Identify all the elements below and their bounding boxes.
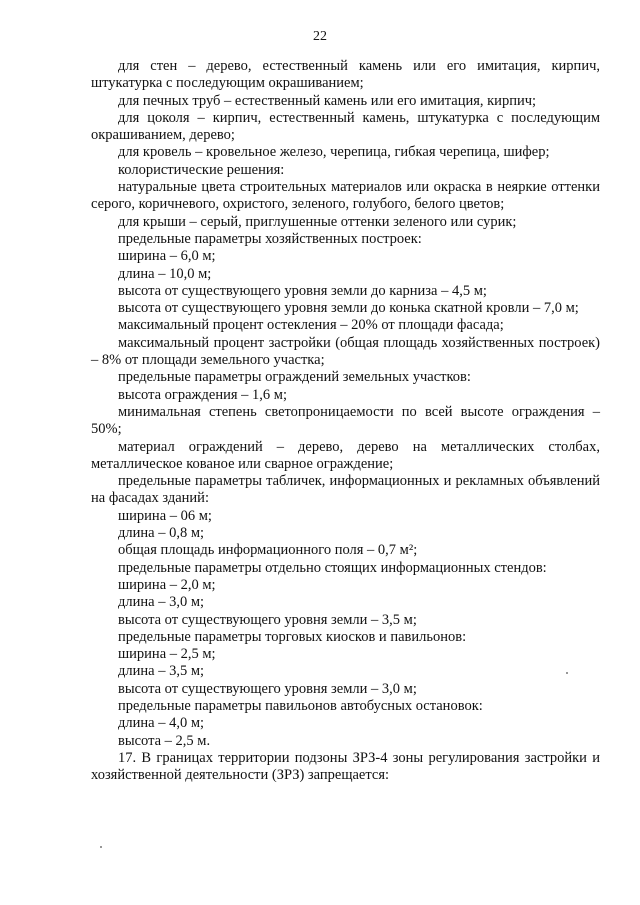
- scan-speck: [100, 846, 102, 848]
- paragraph: высота – 2,5 м.: [118, 732, 211, 749]
- paragraph: максимальный процент остекления – 20% от площади фасада;: [118, 317, 504, 334]
- paragraph: ширина – 06 м;: [118, 507, 212, 524]
- paragraph: ширина – 2,0 м;: [118, 576, 216, 593]
- paragraph: длина – 4,0 м;: [118, 715, 205, 732]
- paragraph: для цоколя – кирпич, естественный камень, штукатурка с последующим окрашиванием, дерево;: [91, 109, 600, 144]
- paragraph: для стен – дерево, естественный камень или его имитация, кирпич, штукатурка с последующим окрашиванием;: [91, 58, 600, 92]
- paragraph: для печных труб – естественный камень или его имитация, кирпич;: [118, 92, 537, 109]
- paragraph: высота от существующего уровня земли – 3,0 м;: [118, 680, 417, 697]
- paragraph: высота от существующего уровня земли – 3,5 м;: [118, 611, 417, 628]
- paragraph: 17. В границах территории подзоны ЗРЗ-4 зоны регулирования застройки и хозяйственной деятельности (ЗРЗ) запрещается:: [91, 749, 600, 784]
- paragraph: высота от существующего уровня земли до конька скатной кровли – 7,0 м;: [118, 300, 579, 317]
- paragraph: длина – 10,0 м;: [118, 265, 212, 282]
- paragraph: максимальный процент застройки (общая площадь хозяйственных построек) – 8% от площади земельного участка;: [91, 334, 600, 369]
- paragraph: ширина – 6,0 м;: [118, 248, 216, 265]
- paragraph: общая площадь информационного поля – 0,7 м²;: [118, 542, 418, 559]
- paragraph: для кровель – кровельное железо, черепица, гибкая черепица, шифер;: [118, 144, 550, 161]
- paragraph: длина – 3,0 м;: [118, 594, 205, 611]
- paragraph: высота от существующего уровня земли до карниза – 4,5 м;: [118, 282, 487, 299]
- paragraph: минимальная степень светопроницаемости по всей высоте ограждения – 50%;: [91, 403, 600, 438]
- paragraph: материал ограждений – дерево, дерево на металлических столбах, металлическое кованое или сварное ограждение;: [91, 438, 600, 472]
- paragraph: высота ограждения – 1,6 м;: [118, 386, 288, 403]
- paragraph: натуральные цвета строительных материалов или окраска в неяркие оттенки серого, коричневого, охристого, зеленого, голубого, белого цветов;: [91, 179, 600, 213]
- paragraph: ширина – 2,5 м;: [118, 646, 216, 663]
- paragraph: предельные параметры хозяйственных построек:: [118, 230, 422, 247]
- paragraph: колористические решения:: [118, 161, 285, 178]
- scan-speck: [566, 672, 568, 674]
- paragraph: предельные параметры отдельно стоящих информационных стендов:: [118, 559, 547, 576]
- page-number: 22: [313, 29, 327, 44]
- paragraph: предельные параметры торговых киосков и павильонов:: [118, 628, 467, 645]
- paragraph: предельные параметры павильонов автобусных остановок:: [118, 697, 483, 714]
- paragraph: предельные параметры ограждений земельных участков:: [118, 369, 471, 386]
- paragraph: для крыши – серый, приглушенные оттенки зеленого или сурик;: [118, 213, 517, 230]
- document-body: [91, 58, 600, 784]
- paragraph: длина – 0,8 м;: [118, 525, 205, 542]
- paragraph: предельные параметры табличек, информационных и рекламных объявлений на фасадах зданий:: [91, 473, 600, 507]
- paragraph: длина – 3,5 м;: [118, 663, 205, 680]
